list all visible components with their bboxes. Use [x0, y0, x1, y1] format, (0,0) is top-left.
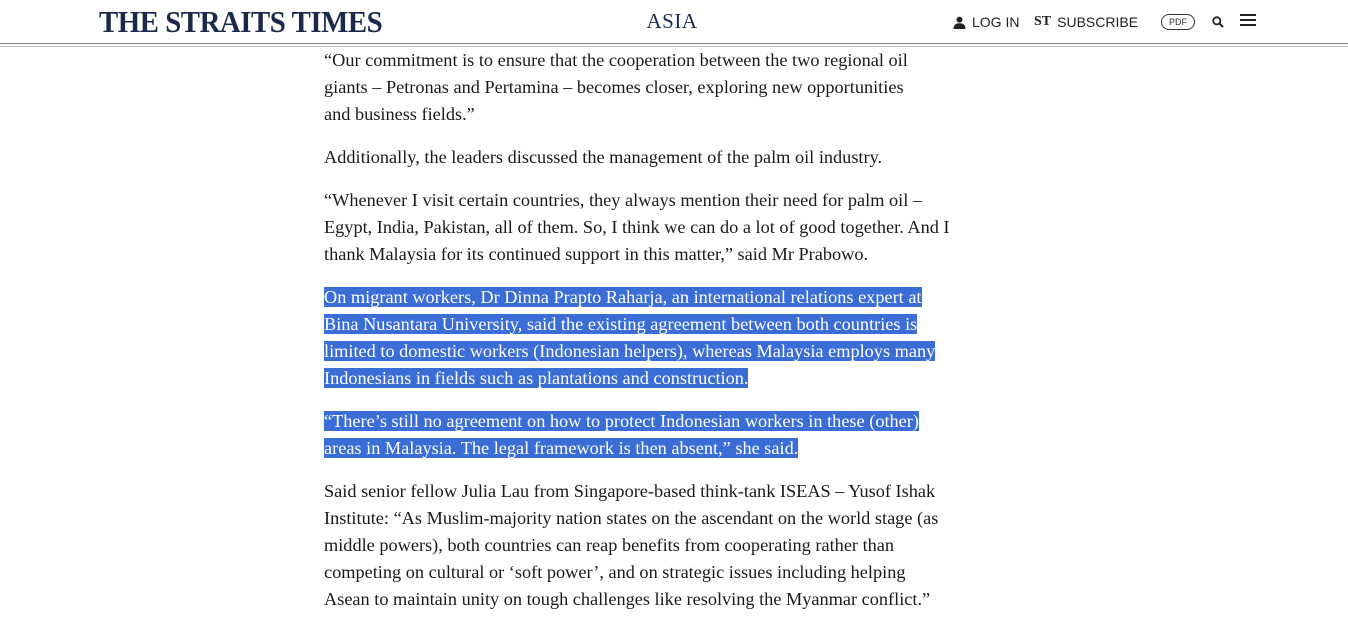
article-paragraph: [324, 478, 1026, 613]
article-paragraph: [324, 187, 1026, 268]
article-paragraph: [324, 144, 1026, 171]
paragraph-line: thank Malaysia for its continued support in this matter,” said Mr Prabowo.: [324, 244, 869, 264]
paragraph-line: limited to domestic workers (Indonesian helpers), whereas Malaysia employs many: [324, 341, 936, 361]
site-logo[interactable]: THE STRAITS TIMES: [99, 4, 383, 39]
paragraph-line: middle powers), both countries can reap benefits from cooperating rather than: [324, 535, 895, 555]
paragraph-line: Institute: “As Muslim-majority nation states on the ascendant on the world stage (as: [324, 508, 939, 528]
user-icon: [953, 16, 966, 29]
paragraph-line: “Whenever I visit certain countries, they always mention their need for palm oil –: [324, 190, 922, 210]
menu-button[interactable]: [1240, 14, 1256, 28]
hamburger-menu-icon-bar: [1240, 24, 1256, 26]
paragraph-line: areas in Malaysia. The legal framework is then absent,” she said.: [324, 438, 799, 458]
st-logo-mark: ST: [1034, 14, 1052, 29]
hamburger-menu-icon-bar: [1240, 19, 1256, 21]
paragraph-line: Indonesians in fields such as plantations and construction.: [324, 368, 749, 388]
paragraph-line: Bina Nusantara University, said the existing agreement between both countries is: [324, 314, 918, 334]
subscribe-button[interactable]: [1034, 14, 1138, 30]
paragraph-line: giants – Petronas and Pertamina – becomes closer, exploring new opportunities: [324, 77, 904, 97]
login-button[interactable]: [953, 14, 1019, 30]
subscribe-label: SUBSCRIBE: [1057, 14, 1139, 30]
paragraph-line: and business fields.”: [324, 104, 475, 124]
paragraph-line: On migrant workers, Dr Dinna Prapto Raharja, an international relations expert at: [324, 287, 922, 307]
article-body: [324, 47, 1026, 629]
login-label: LOG IN: [972, 14, 1020, 30]
paragraph-line: “Our commitment is to ensure that the cooperation between the two regional oil: [324, 50, 908, 70]
search-button[interactable]: [1212, 15, 1226, 29]
paragraph-line: Asean to maintain unity on tough challenges like resolving the Myanmar conflict.”: [324, 589, 931, 609]
header-divider: [0, 43, 1348, 44]
pdf-button[interactable]: PDF: [1161, 14, 1195, 30]
article-paragraph: [324, 47, 1026, 128]
paragraph-line: competing on cultural or ‘soft power’, and on strategic issues including helping: [324, 562, 906, 582]
paragraph-line: “There’s still no agreement on how to protect Indonesian workers in these (other): [324, 411, 919, 431]
article-paragraph-selected: [324, 408, 1026, 462]
site-header: [0, 0, 1348, 44]
search-icon: [1212, 16, 1224, 28]
paragraph-line: Said senior fellow Julia Lau from Singapore-based think-tank ISEAS – Yusof Ishak: [324, 481, 936, 501]
paragraph-line: Egypt, India, Pakistan, all of them. So, I think we can do a lot of good together. And I: [324, 217, 950, 237]
paragraph-line: Additionally, the leaders discussed the management of the palm oil industry.: [324, 147, 883, 167]
article-paragraph-selected: [324, 284, 1026, 392]
section-title[interactable]: ASIA: [646, 9, 698, 33]
hamburger-menu-icon-bar: [1240, 14, 1256, 16]
